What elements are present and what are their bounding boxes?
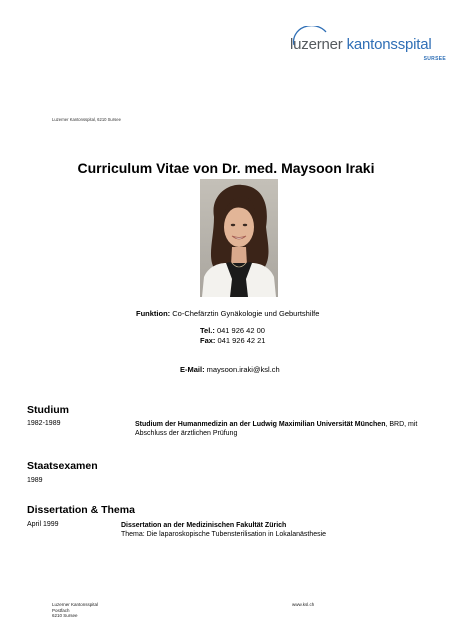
logo-subtitle: SURSEE <box>423 56 446 62</box>
logo-wordmark-part2: kantonsspital <box>346 36 432 53</box>
function-label: Funktion: <box>136 309 171 318</box>
studium-bold-text: Studium der Humanmedizin an der Ludwig Maximilian Universität München <box>135 421 386 428</box>
fax-label: Fax: <box>200 336 216 345</box>
section-heading-dissertation: Dissertation & Thema <box>27 504 135 516</box>
page-title: Curriculum Vitae von Dr. med. Maysoon Iraki <box>77 160 375 176</box>
studium-normal-text: , BRD, mit Abschluss der ärztlichen Prüfung <box>135 421 418 437</box>
section-heading-studium: Studium <box>27 404 69 416</box>
dissertation-topic: Thema: Die laparoskopische Tubensterilisation in Lokalanästhesie <box>121 531 327 538</box>
footer-website[interactable]: www.ksl.ch <box>292 602 315 607</box>
hospital-logo <box>290 26 450 66</box>
footer-line-1: Luzerner Kantonsspital <box>52 602 99 607</box>
tel-value: 041 926 42 00 <box>214 326 265 335</box>
logo-wordmark <box>290 36 432 53</box>
portrait-photo <box>200 179 278 297</box>
fax-line <box>200 336 265 345</box>
staatsexamen-date: 1989 <box>27 477 43 484</box>
footer-line-2: Postfach <box>52 607 70 613</box>
email-label: E-Mail: <box>180 365 205 374</box>
tel-label: Tel.: <box>200 326 215 335</box>
email-value[interactable]: maysoon.iraki@ksl.ch <box>204 365 280 374</box>
tel-line <box>200 326 265 335</box>
dissertation-date: April 1999 <box>27 521 59 528</box>
fax-value: 041 926 42 21 <box>215 336 266 345</box>
footer-line-3: 6210 Sursee <box>52 613 78 618</box>
logo-wordmark-part1: luzerner <box>290 36 347 53</box>
section-heading-staatsexamen: Staatsexamen <box>27 460 98 472</box>
studium-date: 1982-1989 <box>27 420 61 427</box>
function-value: Co-Chefärztin Gynäkologie und Geburtshilfe <box>170 309 320 318</box>
email-line <box>180 365 280 374</box>
footer-address <box>52 602 98 619</box>
portrait-illustration <box>200 179 278 297</box>
studium-description <box>135 420 425 438</box>
function-line <box>136 309 319 318</box>
dissertation-description <box>121 521 431 539</box>
sender-address-line: Luzerner Kantonsspital, 6210 Sursee <box>52 117 121 122</box>
dissertation-bold-text: Dissertation an der Medizinischen Fakultät Zürich <box>121 522 287 529</box>
